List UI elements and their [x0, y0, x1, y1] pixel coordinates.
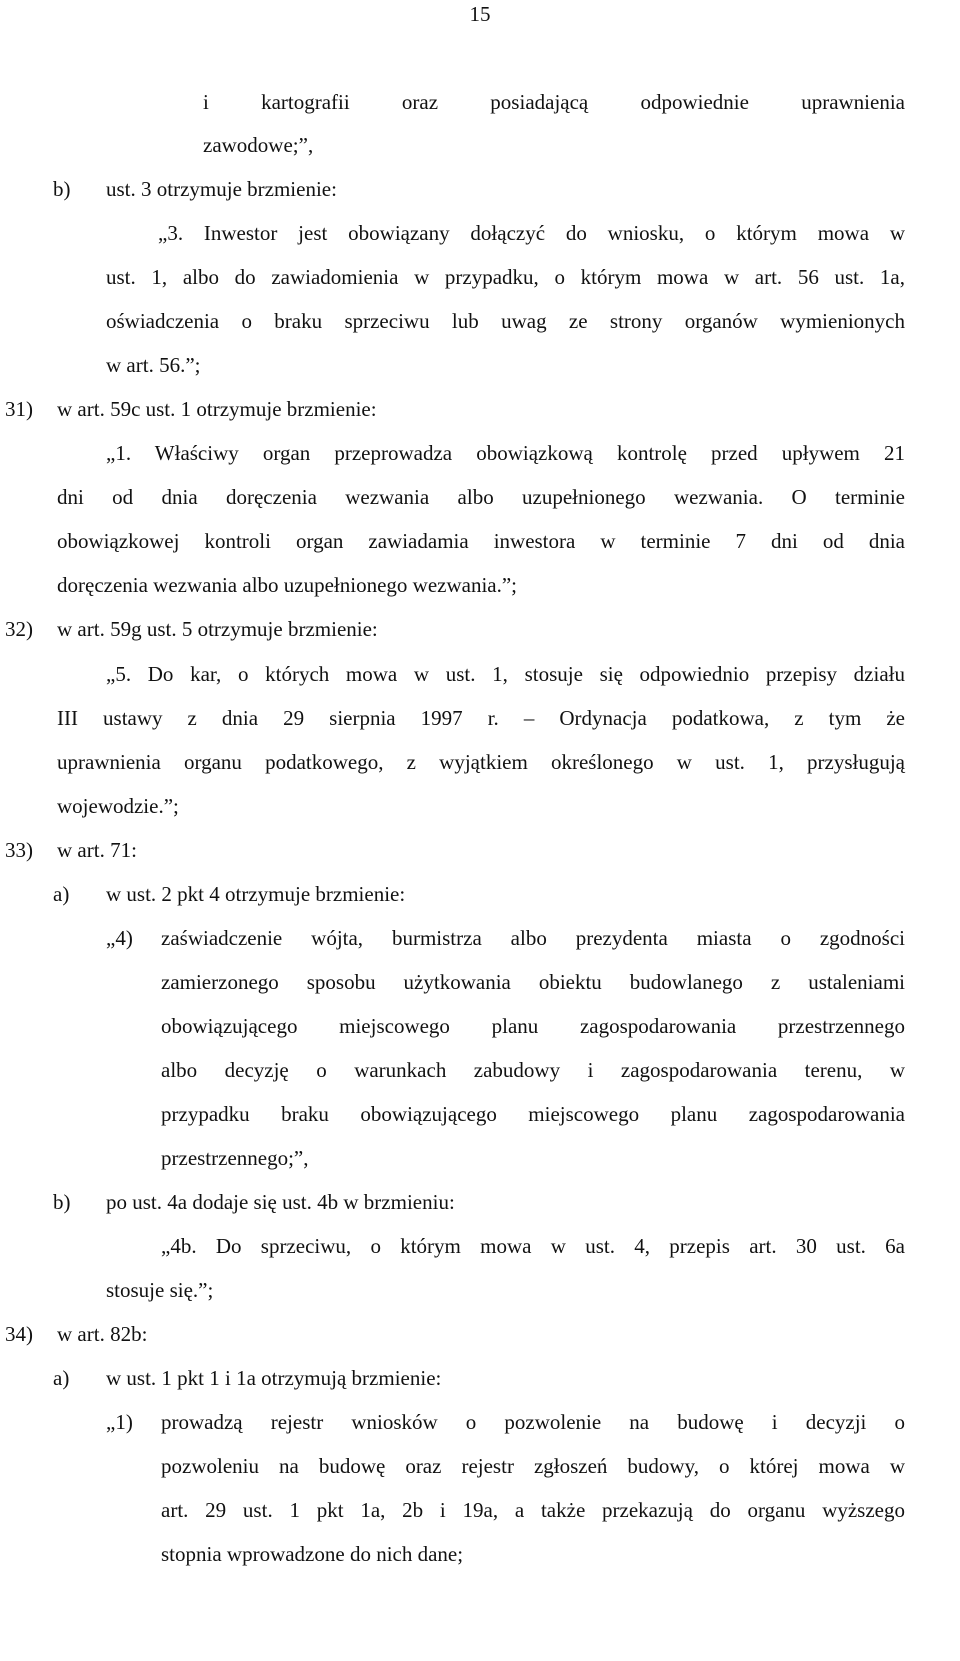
text-line: „3. Inwestor jest obowiązany dołączyć do wniosku, o którym mowa w — [158, 221, 905, 245]
text-line: zamierzonego sposobu użytkowania obiektu budowlanego z ustaleniami — [161, 970, 905, 994]
list-marker: „4) — [106, 926, 133, 950]
text-line: „1. Właściwy organ przeprowadza obowiązkową kontrolę przed upływem 21 — [106, 441, 905, 465]
text-line: wojewodzie.”; — [57, 794, 179, 818]
list-marker: 34) — [5, 1322, 33, 1346]
list-marker: „1) — [106, 1410, 133, 1434]
text-line: zawodowe;”, — [203, 133, 314, 157]
text-line: ust. 1, albo do zawiadomienia w przypadku, o którym mowa w art. 56 ust. 1a, — [106, 265, 905, 289]
text-line: zaświadczenie wójta, burmistrza albo prezydenta miasta o zgodności — [161, 926, 905, 950]
list-marker: a) — [53, 1366, 70, 1390]
text-line: w ust. 2 pkt 4 otrzymuje brzmienie: — [106, 882, 406, 906]
list-marker: b) — [53, 177, 71, 201]
text-line: „5. Do kar, o których mowa w ust. 1, stosuje się odpowiednio przepisy działu — [106, 662, 905, 686]
text-line: w art. 82b: — [57, 1322, 148, 1346]
text-line: pozwoleniu na budowę oraz rejestr zgłoszeń budowy, o której mowa w — [161, 1454, 905, 1478]
text-line: doręczenia wezwania albo uzupełnionego wezwania.”; — [57, 573, 518, 597]
text-line: stosuje się.”; — [106, 1278, 214, 1302]
page-number: 15 — [469, 2, 491, 26]
list-marker: 33) — [5, 838, 33, 862]
text-line: przestrzennego;”, — [161, 1146, 309, 1170]
text-line: w art. 71: — [57, 838, 137, 862]
text-line: III ustawy z dnia 29 sierpnia 1997 r. – Ordynacja podatkowa, z tym że — [57, 706, 905, 730]
list-marker: 31) — [5, 397, 33, 421]
text-line: w ust. 1 pkt 1 i 1a otrzymują brzmienie: — [106, 1366, 442, 1390]
text-line: ust. 3 otrzymuje brzmienie: — [106, 177, 337, 201]
text-line: „4b. Do sprzeciwu, o którym mowa w ust. 4, przepis art. 30 ust. 6a — [161, 1234, 905, 1258]
text-line: obowiązującego miejscowego planu zagospodarowania przestrzennego — [161, 1014, 905, 1038]
text-line: w art. 56.”; — [106, 353, 201, 377]
text-line: w art. 59c ust. 1 otrzymuje brzmienie: — [57, 397, 377, 421]
text-line: oświadczenia o braku sprzeciwu lub uwag ze strony organów wymienionych — [106, 309, 905, 333]
text-line: po ust. 4a dodaje się ust. 4b w brzmieniu: — [106, 1190, 455, 1214]
list-marker: b) — [53, 1190, 71, 1214]
text-line: dni od dnia doręczenia wezwania albo uzupełnionego wezwania. O terminie — [57, 485, 905, 509]
text-line: stopnia wprowadzone do nich dane; — [161, 1542, 464, 1566]
text-line: przypadku braku obowiązującego miejscowego planu zagospodarowania — [161, 1102, 905, 1126]
text-line: obowiązkowej kontroli organ zawiadamia inwestora w terminie 7 dni od dnia — [57, 529, 905, 553]
text-line: prowadzą rejestr wniosków o pozwolenie na budowę i decyzji o — [161, 1410, 905, 1434]
list-marker: 32) — [5, 617, 33, 641]
list-marker: a) — [53, 882, 70, 906]
text-line: albo decyzję o warunkach zabudowy i zagospodarowania terenu, w — [161, 1058, 905, 1082]
text-line: uprawnienia organu podatkowego, z wyjątkiem określonego w ust. 1, przysługują — [57, 750, 905, 774]
text-line: art. 29 ust. 1 pkt 1a, 2b i 19a, a także przekazują do organu wyższego — [161, 1498, 905, 1522]
text-line: w art. 59g ust. 5 otrzymuje brzmienie: — [57, 617, 378, 641]
text-line: i kartografii oraz posiadającą odpowiednie uprawnienia — [203, 90, 905, 114]
